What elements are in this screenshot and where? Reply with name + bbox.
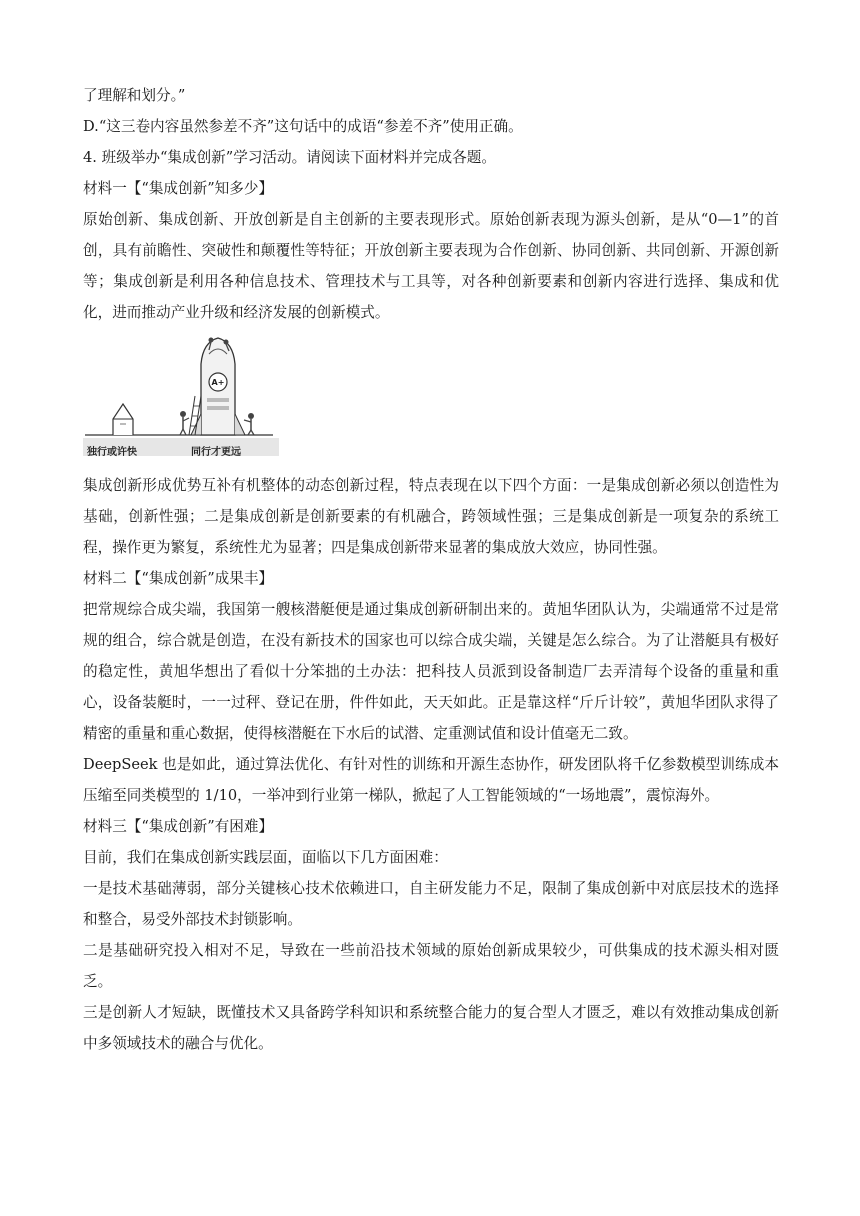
caption-left: 独行或许快 <box>87 447 137 458</box>
text-line: 了理解和划分。” <box>83 87 186 104</box>
difficulty-1: 一是技术基础薄弱，部分关键核心技术依赖进口，自主研发能力不足，限制了集成创新中对底层技术的选择和整合，易受外部技术封锁影响。 <box>83 880 779 928</box>
material-1-features: 集成创新形成优势互补有机整体的动态创新过程，特点表现在以下四个方面：一是集成创新必须以创造性为基础，创新性强；二是集成创新是创新要素的有机融合，跨领域性强；三是集成创新是一项复杂的系统工程，操作更为繁复，系统性尤为显著；四是集成创新带来显著的集成放大效应，协同性强。 <box>83 477 779 556</box>
material-2-deepseek-paragraph: DeepSeek 也是如此，通过算法优化、有针对性的训练和开源生态协作，研发团队将千亿参数模型训练成本压缩至同类模型的 1/10，一举冲到行业第一梯队，掀起了人工智能领域的“一场地震”，震惊海外。 <box>83 756 779 804</box>
material-3-heading: 材料三【“集成创新”有困难】 <box>83 818 274 835</box>
rocket-badge: A+ <box>211 378 225 387</box>
question-4: 4. 班级举办“集成创新”学习活动。请阅读下面材料并完成各题。 <box>83 149 496 166</box>
material-1-paragraph: 原始创新、集成创新、开放创新是自主创新的主要表现形式。原始创新表现为源头创新，是从“0—1”的首创，具有前瞻性、突破性和颠覆性等特征；开放创新主要表现为合作创新、协同创新、共同创新、开源创新等；集成创新是利用各种信息技术、管理技术与工具等，对各种创新要素和创新内容进行选择、集成和优化，进而推动产业升级和经济发展的创新模式。 <box>83 211 779 321</box>
illustration-figure <box>83 334 283 466</box>
material-2-heading: 材料二【“集成创新”成果丰】 <box>83 570 274 587</box>
caption-right: 同行才更远 <box>191 447 241 458</box>
material-1-heading: 材料一【“集成创新”知多少】 <box>83 180 274 197</box>
option-d: D.“这三卷内容虽然参差不齐”这句话中的成语“参差不齐”使用正确。 <box>83 118 523 135</box>
material-2-submarine-paragraph: 把常规综合成尖端，我国第一艘核潜艇便是通过集成创新研制出来的。黄旭华团队认为，尖端通常不过是常规的组合，综合就是创造，在没有新技术的国家也可以综合成尖端，关键是怎么综合。为了让潜艇具有极好的稳定性，黄旭华想出了看似十分笨拙的土办法：把科技人员派到设备制造厂去弄清每个设备的重量和重心，设备装艇时，一一过秤、登记在册，件件如此，天天如此。正是靠这样“斤斤计较”，黄旭华团队求得了精密的重量和重心数据，使得核潜艇在下水后的试潜、定重测试值和设计值毫无二致。 <box>83 601 779 742</box>
document-page <box>83 80 779 1059</box>
difficulty-2: 二是基础研究投入相对不足，导致在一些前沿技术领域的原始创新成果较少，可供集成的技术源头相对匮乏。 <box>83 942 779 990</box>
material-3-intro: 目前，我们在集成创新实践层面，面临以下几方面困难： <box>83 849 448 866</box>
difficulty-3: 三是创新人才短缺，既懂技术又具备跨学科知识和系统整合能力的复合型人才匮乏，难以有效推动集成创新中多领域技术的融合与优化。 <box>83 1004 779 1052</box>
